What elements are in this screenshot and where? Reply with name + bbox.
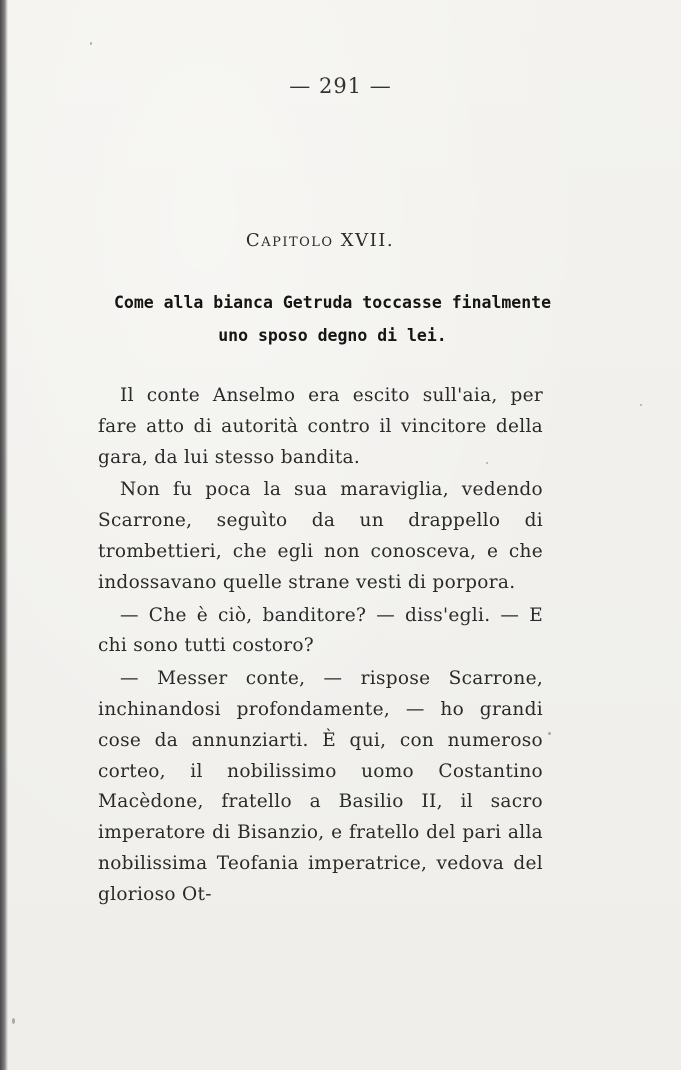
paper-speck [548, 732, 551, 735]
paper-speck [90, 42, 92, 45]
chapter-title [95, 286, 570, 352]
paper-speck [486, 462, 488, 464]
paragraph: Il conte Anselmo era escito sull'aia, per fare atto di autorità contro il vincitore della gara, da lui stesso bandita. [98, 385, 543, 468]
paragraph: — Che è ciò, banditore? — diss'egli. — E chi sono tutti costoro? [98, 604, 543, 657]
chapter-title-line: Come alla bianca Getruda toccasse finalmente [113, 293, 552, 312]
chapter-title-line: uno sposo degno di lei. [218, 326, 447, 345]
paragraph: Non fu poca la sua maraviglia, vedendo Scarrone, seguìto da un drappello di trombettieri, che egli non conosceva, e che indossavano quelle strane vesti di porpora. [98, 479, 543, 593]
page-binding-edge [0, 0, 8, 1070]
paper-speck [640, 404, 642, 406]
body-text [98, 381, 543, 911]
chapter-heading: Capitolo XVII. [245, 230, 395, 251]
page-number: — 291 — [289, 74, 392, 98]
paper-speck [12, 1018, 15, 1024]
paragraph: — Messer conte, — rispose Scarrone, inchinandosi profondamente, — ho grandi cose da annunziarti. È qui, con numeroso corteo, il nobilissimo uomo Costantino Macèdone, fratello a Basilio II, il sacro imperatore di Bisanzio, e fratello del pari alla nobilissima Teofania imperatrice, vedova del glorioso Ot- [98, 668, 543, 905]
